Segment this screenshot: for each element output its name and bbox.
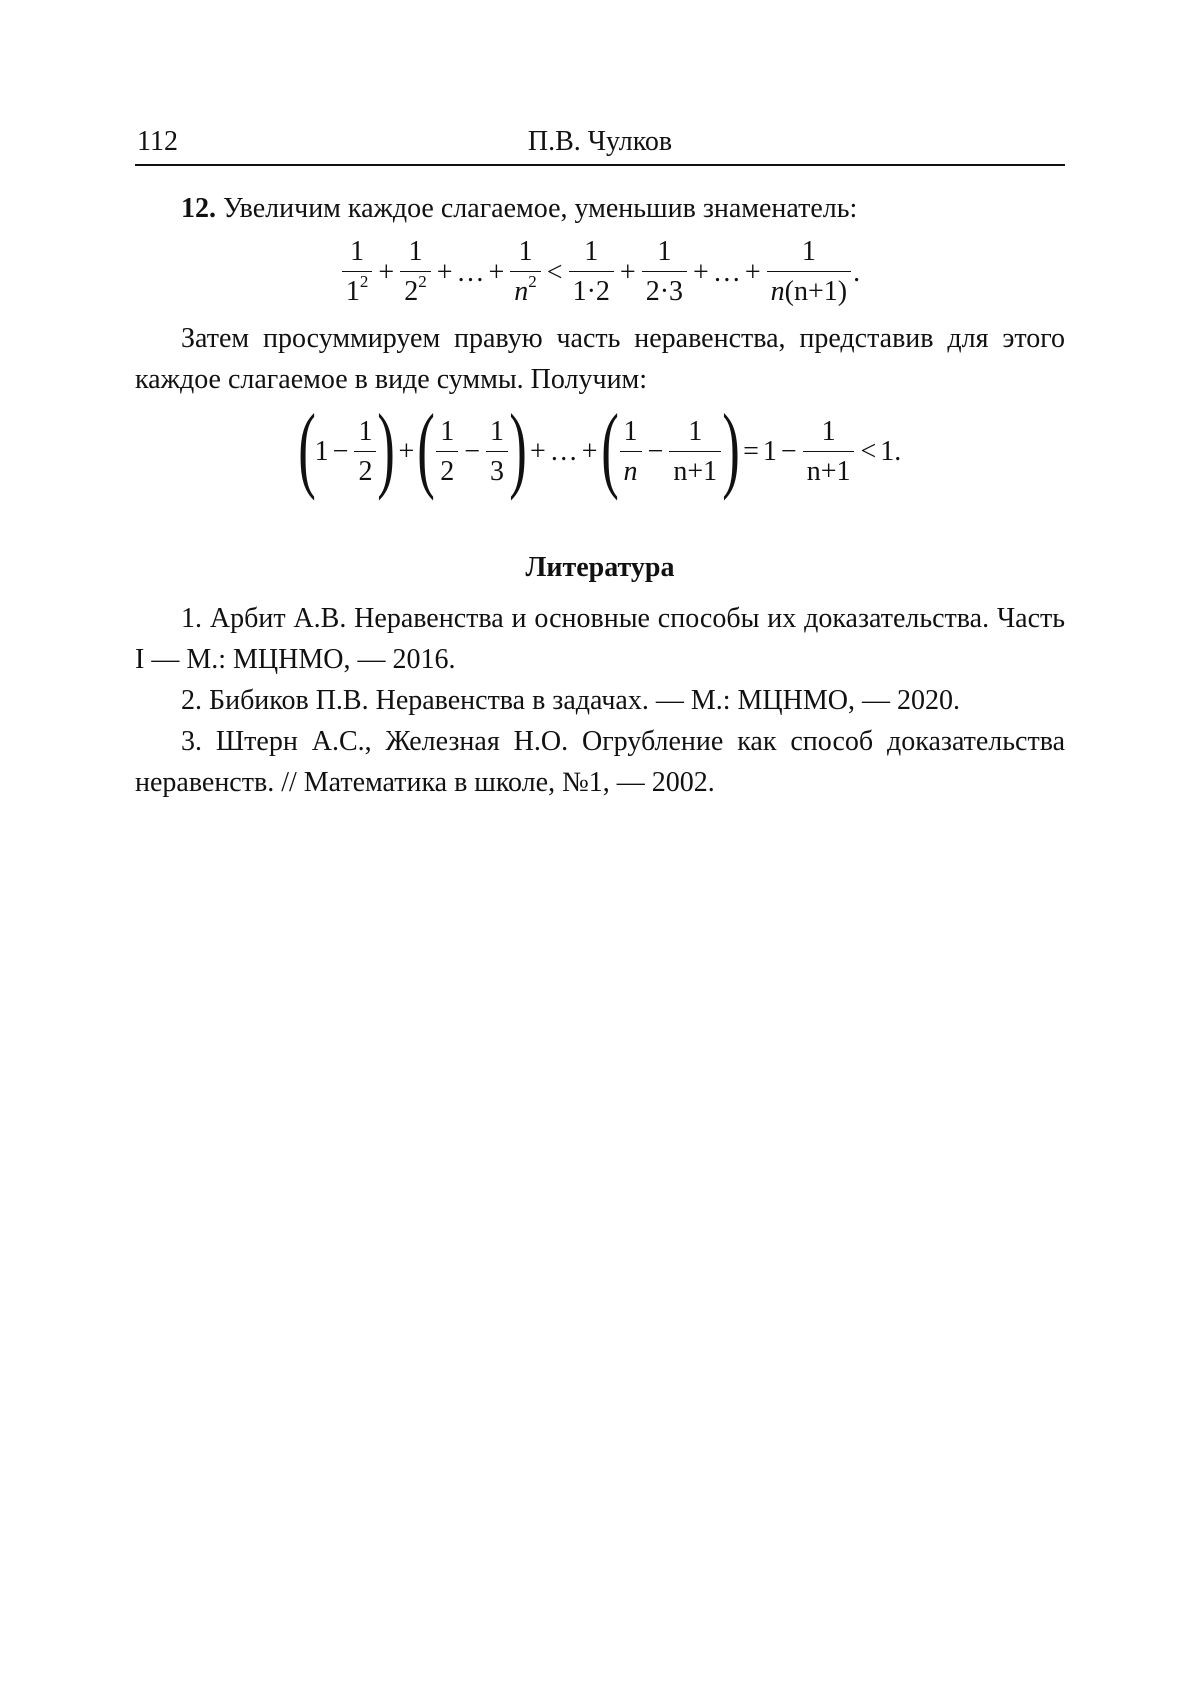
term-group: ( $\frac{1}{n}$ − $\frac{1}{n+1}$ ) xyxy=(600,394,740,501)
term-group: ( $\frac{1}{2}$ − $\frac{1}{3}$ ) xyxy=(417,394,527,501)
task-number: 12. xyxy=(181,193,216,224)
task-intro: Увеличим каждое слагаемое, уменьшив знаменатель: xyxy=(223,193,858,224)
fraction: $\frac{1}{1^2}$ xyxy=(342,235,373,310)
running-head-author: П.В. Чулков xyxy=(527,126,673,157)
reference-item: 1. Арбит А.В. Неравенства и основные способы их доказательства. Часть I — М.: МЦНМО, — 2016. xyxy=(135,603,1065,675)
reference-item: 3. Штерн А.С., Железная Н.О. Огрубление как способ доказательства неравенств. // Математика в школе, №1, — 2002. xyxy=(135,726,1065,798)
term-group: ( 1 − $\frac{1}{2}$ ) xyxy=(297,394,396,501)
page-number: 112 xyxy=(137,126,178,157)
fraction: $\frac{1}{n(n+1)}$ xyxy=(767,235,851,310)
fraction: $\frac{1}{2\cdot 3}$ xyxy=(642,235,687,310)
fraction: $\frac{1}{1\cdot 2}$ xyxy=(569,235,614,310)
task-intro-paragraph xyxy=(135,188,1065,229)
running-head xyxy=(135,120,1065,166)
fraction: $\frac{1}{n^2}$ xyxy=(510,235,541,310)
summation-paragraph: Затем просуммируем правую часть неравенства, представив для этого каждое слагаемое в виде суммы. Получим: xyxy=(135,323,1065,395)
formula-inequality: $\frac{1}{1^2}$ + $\frac{1}{2^2}$ + … + $\frac{1}{n^2}$ < $\frac{1}{1\cdot 2}$ + $\frac{1}{2\cdot 3}$ + … + $\frac{1}{n(n+1)}$ . xyxy=(135,235,1065,310)
page xyxy=(135,120,1065,803)
fraction: $\frac{1}{2^2}$ xyxy=(400,235,431,310)
reference-item: 2. Бибиков П.В. Неравенства в задачах. — М.: МЦНМО, — 2020. xyxy=(181,685,960,716)
references-heading: Литература xyxy=(525,552,675,583)
formula-telescoping-sum: ( 1 − $\frac{1}{2}$ ) + ( $\frac{1}{2}$ − $\frac{1}{3}$ ) + … + ( $\frac{1}{n}$ − $\frac{1}{n+1}$ ) = 1 − $\frac{1}{n+1}$ < 1. xyxy=(297,394,902,501)
